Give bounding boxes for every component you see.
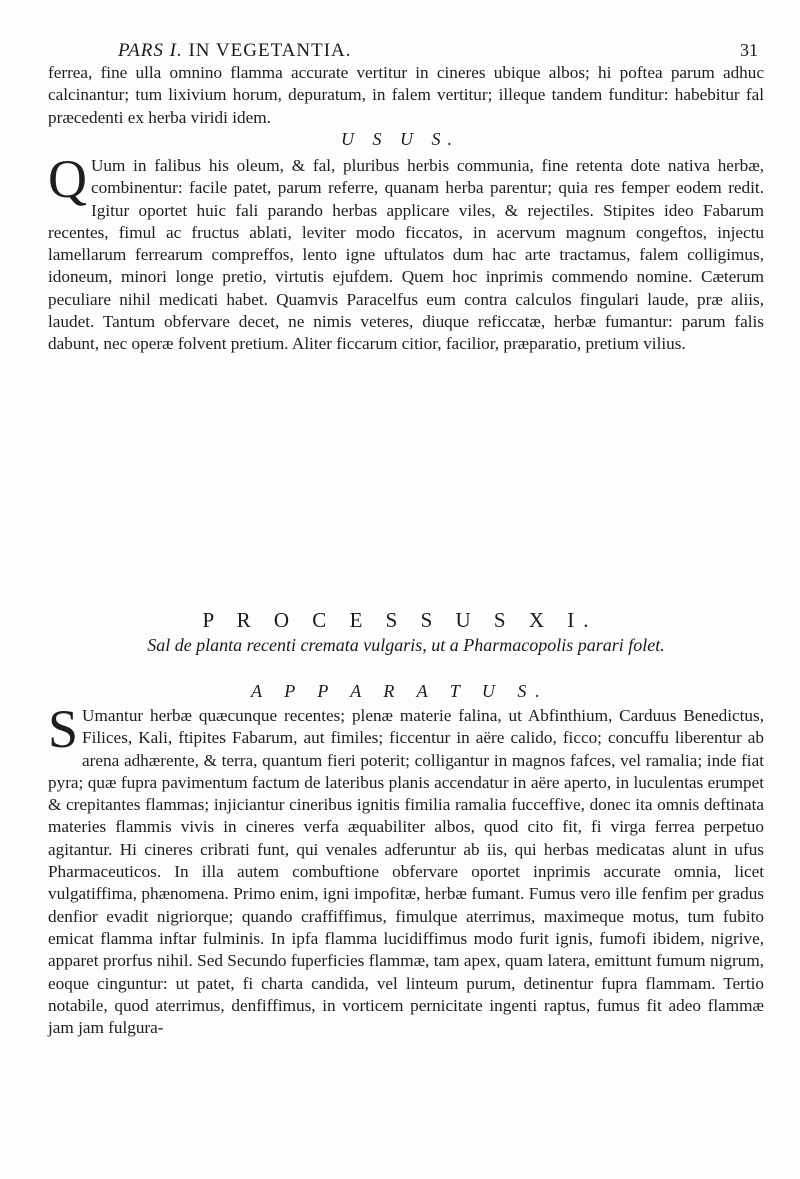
running-title bbox=[118, 40, 352, 62]
page-number: 31 bbox=[740, 40, 758, 60]
apparatus-paragraph bbox=[48, 699, 764, 1039]
running-title-subject: IN VEGETANTIA. bbox=[188, 40, 352, 61]
usus-paragraph bbox=[48, 149, 764, 356]
paragraph-text: ferrea, fine ulla omnino flamma accurate vertitur in cineres ubique albos; hi poftea parum adhuc calcinantur; tum lixivium horum, depuratum, in falem vertitur; illeque tandem funditur: habebitur fal præcedenti ex herba viridi idem. bbox=[48, 63, 764, 127]
drop-cap: Q bbox=[48, 149, 87, 209]
paragraph-text: Umantur herbæ quæcunque recentes; plenæ materie falina, ut Abfinthium, Carduus Benedictus, Filices, Kali, ftipites Fabarum, aut fimiles; ficcentur in aëre calido, ficco; concuffu liberentur ab arena adhærente, & terra, quantum fieri poterit; colligantur in magnos fafces, vel ramalia; inde fiat pyra; quæ fupra pavimentum factum de lateribus planis accendatur in aëre aperto, in luculentas erumpet & crepitantes flammas; injiciantur cineribus ignitis fimilia ramalia fucceffive, donec ita omnis deftinata materies flammis vivis in cineres verfa æquabiliter albos, quod cito fit, fi virga ferrea perpetuo agitantur. Hi cineres cribrati funt, qui venales adferuntur ab iis, qui herbas medicatas alunt in ufus Pharmaceuticos. In illa autem combuftione obfervare oportet inprimis accurate omnia, licet vulgatiffima, phænomena. Primo enim, igni impofitæ, herbæ fumant. Fumus vero ille fenfim per gradus denfior evadit nigriorque; quando craffiffimus, fimulque aterrimus, maximeque motus, tum fubito emicat flamma inftar fulminis. In ipfa flamma lucidiffimus modo furit ignis, fumofi ibidem, nigrive, apparet prorfus nihil. Sed Secundo fuperficies flammæ, tam apex, quam latera, emittunt fumum nigrum, eoque cinguntur: ut patet, fi charta candida, vel linteum purum, detinentur fupra flammam. Tertio notabile, quod aterrimus, denfiffimus, in vorticem pernicitate ingenti raptus, fumus fit adeo flammæ jam jam fulgura- bbox=[48, 706, 764, 1038]
drop-cap: S bbox=[48, 699, 79, 759]
continued-paragraph bbox=[48, 62, 764, 129]
apparatus-heading: A P P A R A T U S. bbox=[251, 681, 549, 701]
paragraph-text: Uum in falibus his oleum, & fal, pluribus herbis communia, fine retenta dote nativa herbæ, combinentur: facile patet, parum referre, quanam herba parentur; quia res femper eodem redit. Igitur oportet huic fali parando herbas applicare viles, & rejectiles. Stipites ideo Fabarum recentes, fimul ac fructus ablati, leviter modo ficcatos, in acervum magnum congeftos, injectu lamellarum ferrearum compreffos, lento igne uftulatos dum hac arte tractamus, falem colligimus, idoneum, minori longe pretio, virtutis ejufdem. Quem hoc inprimis commendo nomine. Cæterum peculiare nihil medicati habet. Quamvis Paracelfus eum contra calculos fingulari laude, præ aliis, laudet. Tantum obfervare decet, ne nimis veteres, diuque reficcatæ, herbæ fumantur: parum falis dabunt, nec operæ folvent pretium. Aliter ficcarum citior, facilior, præparatio, pretium vilius. bbox=[48, 156, 764, 354]
running-title-part-number: I. bbox=[169, 40, 183, 61]
running-title-pars: PARS bbox=[118, 40, 164, 61]
usus-heading: U S U S. bbox=[341, 129, 459, 149]
process-subtitle: Sal de planta recenti cremata vulgaris, ut a Pharmacopolis parari folet. bbox=[147, 635, 665, 655]
page-header bbox=[118, 40, 758, 64]
processus-heading: P R O C E S S U S X I. bbox=[202, 608, 598, 632]
